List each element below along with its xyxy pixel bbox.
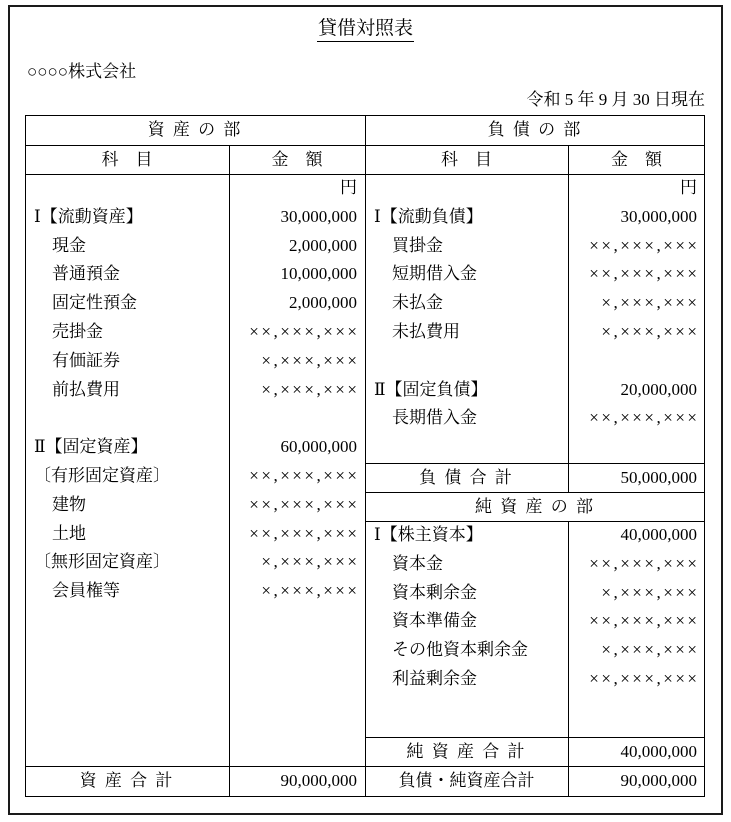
company-name: ○○○○株式会社 [27, 62, 137, 81]
account-label: 会員権等 [52, 581, 120, 601]
amount-value: ×,×××,××× [261, 581, 360, 601]
blank-row [365, 347, 705, 376]
table-row [365, 579, 705, 608]
table-row [25, 491, 365, 520]
assets-total-amount: 90,000,000 [280, 771, 357, 790]
amount-value: 20,000,000 [620, 379, 697, 399]
amount-value: ××,×××,××× [589, 611, 700, 631]
amount-value: 40,000,000 [620, 525, 697, 544]
amount-value: ×,×××,××× [601, 293, 700, 313]
section-heading-label: Ⅱ【固定資産】 [34, 437, 148, 457]
account-label: 現金 [52, 235, 86, 255]
account-label: 有価証券 [52, 350, 120, 370]
amount-value: 2,000,000 [289, 293, 357, 313]
table-row [365, 289, 705, 318]
account-label: 土地 [52, 523, 86, 543]
net-assets-total-amount: 40,000,000 [620, 742, 697, 761]
table-row [25, 347, 365, 376]
table-row [25, 203, 365, 232]
section-heading-label: Ⅱ【固定負債】 [374, 379, 488, 399]
amount-value: ××,×××,××× [589, 235, 700, 255]
table-row [365, 665, 705, 694]
amount-value: 60,000,000 [280, 437, 357, 457]
table-row [25, 232, 365, 261]
currency-unit-label: 円 [680, 178, 697, 197]
section-heading-label: 〔無形固定資産〕 [34, 552, 170, 572]
table-row [25, 433, 365, 462]
column-header-amount: 金 額 [271, 150, 323, 169]
document-title [0, 18, 731, 42]
blank-row [25, 404, 365, 433]
account-label: 資本準備金 [392, 611, 477, 631]
table-row [365, 636, 705, 665]
column-header-amount: 金 額 [611, 150, 662, 169]
account-label: 買掛金 [392, 235, 443, 255]
table-row [365, 607, 705, 636]
currency-unit-label: 円 [340, 178, 357, 197]
account-label: 未払金 [392, 293, 443, 313]
amount-value: ×,×××,××× [261, 350, 360, 370]
table-row [365, 404, 705, 433]
amount-value: ×,×××,××× [601, 640, 700, 660]
table-row [365, 318, 705, 347]
account-label: 利益剰余金 [392, 669, 477, 688]
account-label: 資本剰余金 [392, 582, 477, 602]
unit-row [365, 174, 705, 203]
amount-value: ×,×××,××× [601, 322, 700, 341]
liabilities-section-header: 負 債 の 部 [487, 120, 583, 139]
table-row [25, 260, 365, 289]
amount-value: ×,×××,××× [261, 552, 360, 572]
amount-value: ××,×××,××× [249, 523, 360, 543]
table-row [365, 232, 705, 261]
table-row [365, 376, 705, 405]
column-header-subject: 科 目 [101, 150, 153, 169]
liabilities-total-amount: 50,000,000 [620, 468, 697, 487]
net-assets-total-label: 純 資 産 合 計 [406, 742, 527, 761]
liabilities-total-label: 負 債 合 計 [419, 468, 514, 487]
table-row [25, 548, 365, 577]
amount-value: ×,×××,××× [261, 379, 360, 399]
amount-value: ××,×××,××× [589, 408, 700, 428]
net-assets-section-header: 純 資 産 の 部 [475, 497, 595, 516]
amount-value: 30,000,000 [620, 206, 697, 226]
table-row [365, 203, 705, 232]
account-label: 売掛金 [52, 322, 103, 341]
as-of-date: 令和 5 年 9 月 30 日現在 [526, 90, 705, 109]
table-row [25, 577, 365, 606]
amount-value: ××,×××,××× [249, 466, 360, 485]
amount-value: 2,000,000 [289, 235, 357, 255]
account-label: 普通預金 [52, 264, 120, 284]
grand-total-label: 負債・純資産合計 [398, 771, 535, 790]
account-label: 未払費用 [392, 322, 460, 341]
table-row [25, 520, 365, 549]
amount-value: ××,×××,××× [589, 264, 700, 284]
amount-value: ××,×××,××× [589, 553, 700, 573]
assets-total-label: 資 産 合 計 [79, 771, 175, 790]
amount-value: ××,×××,××× [249, 494, 360, 514]
table-row [25, 376, 365, 405]
balance-sheet-table [25, 115, 705, 797]
account-label: 資本金 [392, 553, 443, 573]
amount-value: ××,×××,××× [249, 322, 360, 341]
column-header-subject: 科 目 [441, 150, 492, 169]
unit-row [25, 174, 365, 203]
assets-section-header: 資 産 の 部 [147, 120, 243, 139]
amount-value: ××,×××,××× [589, 669, 700, 688]
document-title-text: 貸借対照表 [317, 18, 414, 42]
account-label: その他資本剰余金 [392, 640, 528, 660]
account-label: 前払費用 [52, 379, 120, 399]
account-label: 固定性預金 [52, 293, 137, 313]
section-heading-label: Ⅰ【流動負債】 [374, 206, 483, 226]
table-row [365, 260, 705, 289]
amount-value: 30,000,000 [280, 206, 357, 226]
section-heading-label: 〔有形固定資産〕 [34, 466, 170, 485]
amount-value: ×,×××,××× [601, 582, 700, 602]
account-label: 長期借入金 [392, 408, 477, 428]
table-row [365, 550, 705, 579]
grand-total-amount: 90,000,000 [620, 771, 697, 790]
table-row [25, 318, 365, 347]
section-heading-label: Ⅰ【株主資本】 [374, 525, 483, 544]
account-label: 短期借入金 [392, 264, 477, 284]
section-heading-label: Ⅰ【流動資産】 [34, 206, 143, 226]
table-row [25, 289, 365, 318]
amount-value: 10,000,000 [280, 264, 357, 284]
table-row [25, 462, 365, 491]
account-label: 建物 [52, 494, 86, 514]
table-row [365, 521, 705, 550]
